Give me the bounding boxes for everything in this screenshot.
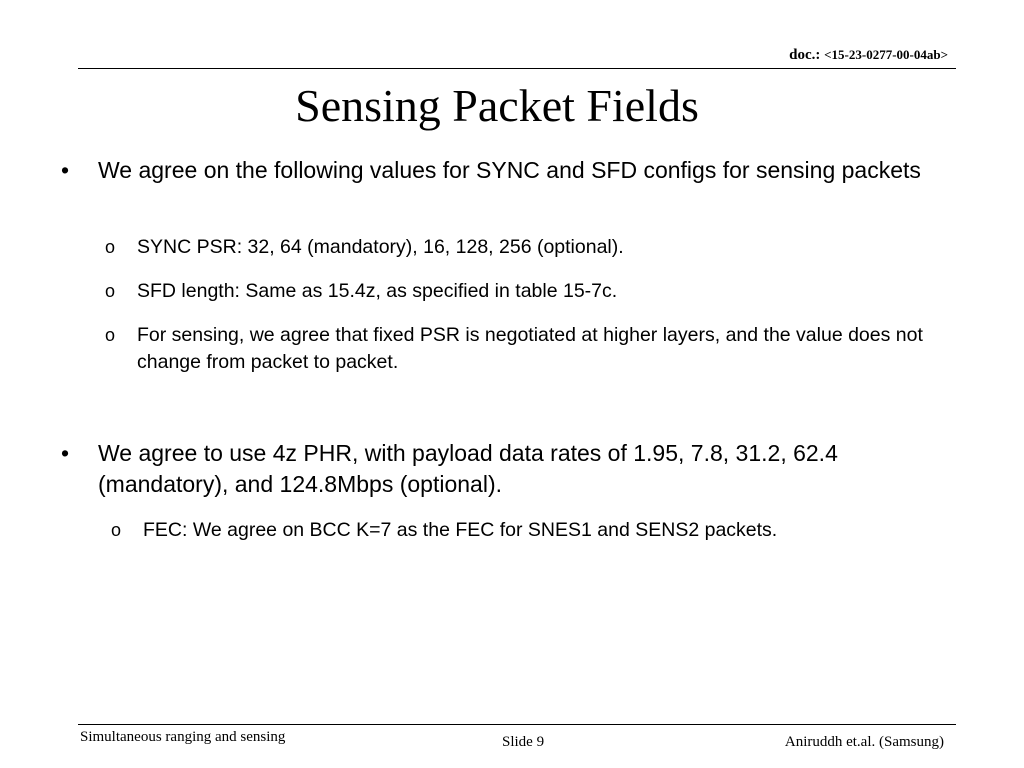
bullet-text: We agree on the following values for SYNC and SFD configs for sensing packets [98,157,921,183]
footer-author: Aniruddh et.al. (Samsung) [784,734,944,750]
footer-left: Simultaneous ranging and sensing [80,729,286,745]
sub-marker: o [105,281,116,301]
sub-item-text: SYNC PSR: 32, 64 (mandatory), 16, 128, 256 (optional). [137,236,624,258]
sub-item [111,517,963,544]
bullet-marker: • [61,157,70,183]
sub-item-text: FEC: We agree on BCC K=7 as the FEC for SNES1 and SENS2 packets. [143,519,778,541]
footer-divider [78,724,956,725]
bullet-item [61,155,968,186]
slide-title: Sensing Packet Fields [295,80,699,131]
sub-item [105,234,967,261]
sub-item [105,278,967,305]
slide-number: Slide 9 [502,734,545,750]
bullet-item [61,438,948,500]
doc-label: doc.: [789,47,821,63]
bullet-marker: • [61,440,70,466]
sub-marker: o [105,237,116,257]
sub-item-text: For sensing, we agree that fixed PSR is negotiated at higher layers, and the value does not change from packet to packet. [137,324,923,373]
bullet-text: We agree to use 4z PHR, with payload data rates of 1.95, 7.8, 31.2, 62.4 (mandatory), and 124.8Mbps (optional). [98,440,838,497]
sub-marker: o [105,325,116,345]
doc-number: <15-23-0277-00-04ab> [824,47,948,62]
sub-marker: o [111,520,122,540]
sub-item-text: SFD length: Same as 15.4z, as specified in table 15-7c. [137,280,618,302]
sub-item [105,322,967,376]
